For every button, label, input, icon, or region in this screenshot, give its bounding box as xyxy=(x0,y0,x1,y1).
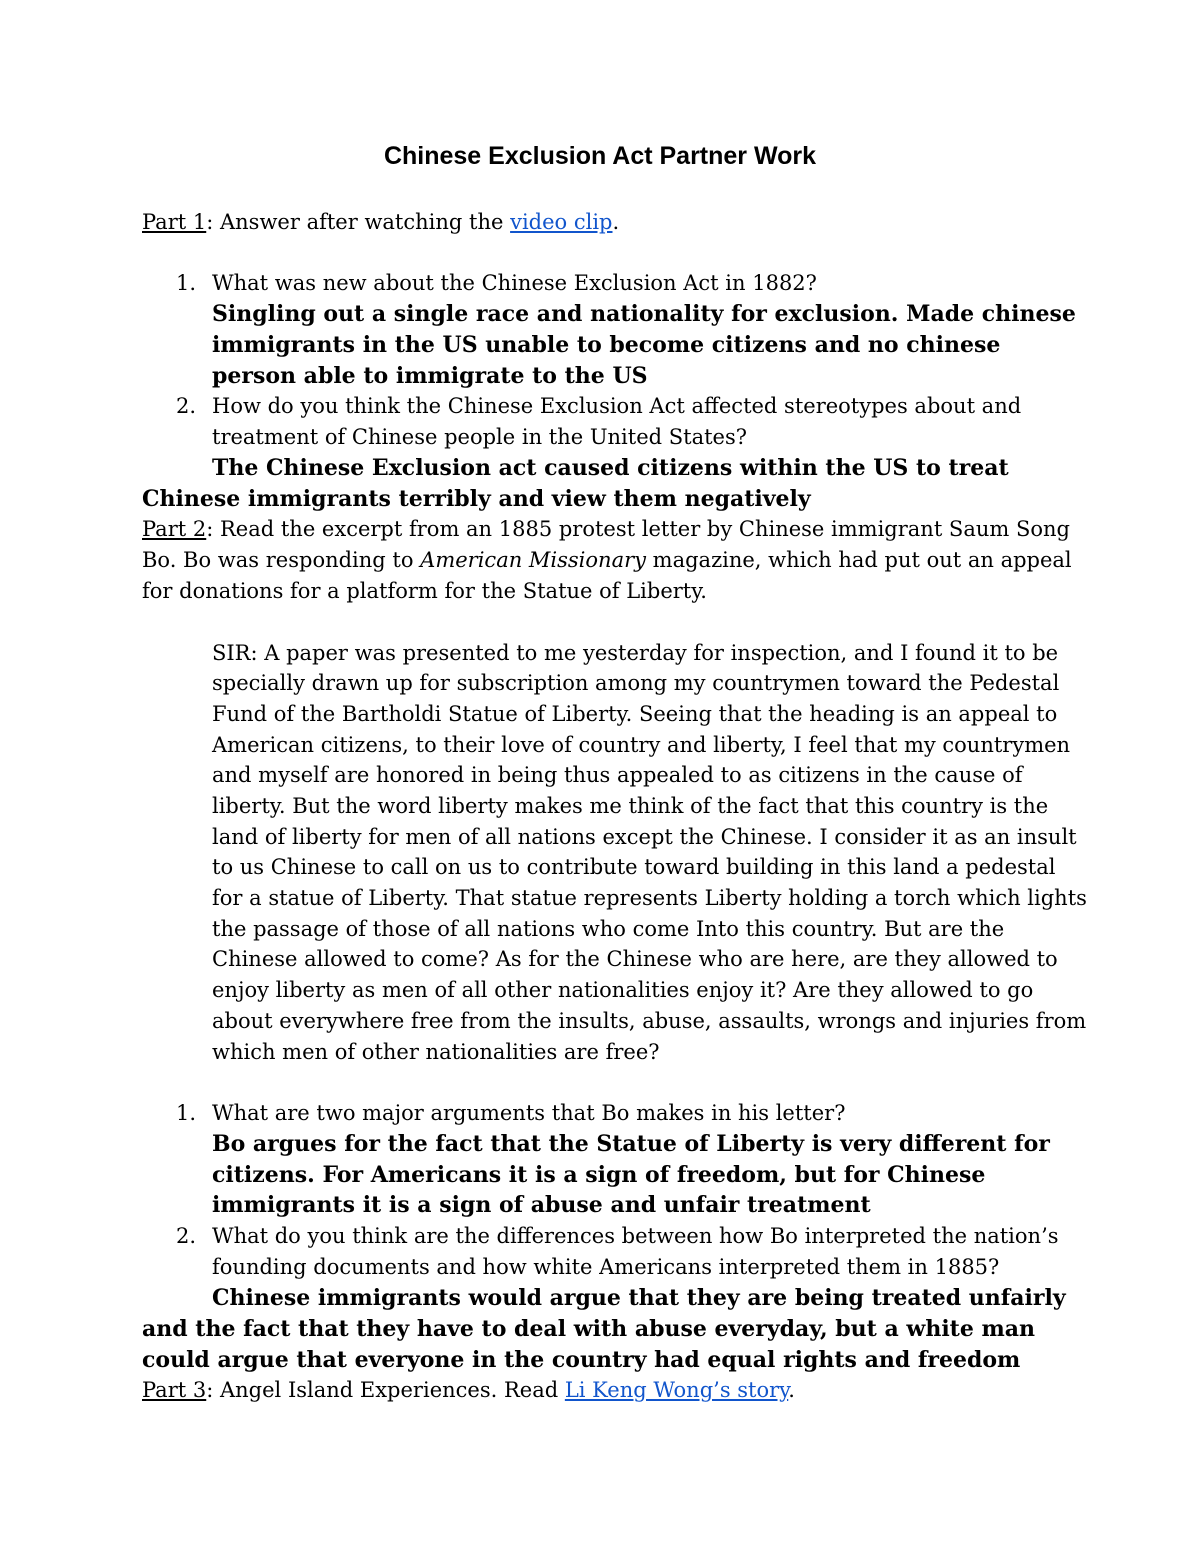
excerpt-line: SIR: A paper was presented to me yesterday for inspection, and I found it to be xyxy=(212,641,1059,665)
answer-line: The Chinese Exclusion act caused citizens within the US to treat xyxy=(212,455,1009,481)
part2-intro-line xyxy=(142,545,1072,576)
question-text: How do you think the Chinese Exclusion Act affected stereotypes about and xyxy=(212,394,1022,418)
answer-line: immigrants it is a sign of abuse and unfair treatment xyxy=(212,1192,871,1218)
question-text: What do you think are the differences between how Bo interpreted the nation’s xyxy=(212,1224,1059,1248)
list-number: 1. xyxy=(176,1101,197,1125)
part2-heading xyxy=(142,514,1070,545)
question-text: founding documents and how white Americans interpreted them in 1885? xyxy=(212,1255,1000,1279)
part3-period: . xyxy=(788,1378,795,1402)
answer-line: person able to immigrate to the US xyxy=(212,363,648,389)
question-text: treatment of Chinese people in the United States? xyxy=(212,425,748,449)
part1-text: : Answer after watching the xyxy=(206,210,511,234)
part1-period: . xyxy=(612,210,620,234)
answer-line: immigrants in the US unable to become citizens and no chinese xyxy=(212,332,1001,358)
answer-line: Bo argues for the fact that the Statue of Liberty is very different for xyxy=(212,1131,1050,1157)
excerpt-line: to us Chinese to call on us to contribute toward building in this land a pedestal xyxy=(212,855,1056,879)
answer-line: and the fact that they have to deal with abuse everyday, but a white man xyxy=(142,1316,1036,1342)
excerpt-line: the passage of those of all nations who come Into this country. But are the xyxy=(212,917,1005,941)
answer-line: could argue that everyone in the country had equal rights and freedom xyxy=(142,1347,1021,1373)
answer-line: citizens. For Americans it is a sign of freedom, but for Chinese xyxy=(212,1162,986,1188)
part2-label: Part 2 xyxy=(142,517,207,541)
part2-intro: : Read the excerpt from an 1885 protest letter by Chinese immigrant Saum Song xyxy=(206,517,1070,541)
part3-text: : Angel Island Experiences. Read xyxy=(206,1378,565,1402)
excerpt-line: Fund of the Bartholdi Statue of Liberty. Seeing that the heading is an appeal to xyxy=(212,702,1058,726)
magazine-title: American Missionary xyxy=(420,548,646,572)
question-text: What are two major arguments that Bo makes in his letter? xyxy=(212,1101,846,1125)
question-text: What was new about the Chinese Exclusion Act in 1882? xyxy=(212,271,817,295)
part3-heading xyxy=(142,1375,795,1406)
excerpt-line: for a statue of Liberty. That statue represents Liberty holding a torch which lights xyxy=(212,886,1087,910)
li-keng-wong-story-link[interactable]: Li Keng Wong’s story xyxy=(564,1378,789,1402)
answer-line: Chinese immigrants would argue that they are being treated unfairly xyxy=(212,1285,1066,1311)
excerpt-line: enjoy liberty as men of all other nationalities enjoy it? Are they allowed to go xyxy=(212,978,1034,1002)
answer-line: Singling out a single race and nationality for exclusion. Made chinese xyxy=(212,301,1076,327)
part3-label: Part 3 xyxy=(142,1378,207,1402)
part2-intro-line: for donations for a platform for the Statue of Liberty. xyxy=(142,579,707,603)
list-number: 2. xyxy=(176,394,197,418)
excerpt-line: American citizens, to their love of country and liberty, I feel that my countrymen xyxy=(212,733,1071,757)
video-clip-link[interactable]: video clip xyxy=(510,210,613,234)
intro-text: Bo. Bo was responding to xyxy=(142,548,421,572)
page-title: Chinese Exclusion Act Partner Work xyxy=(383,142,817,170)
excerpt-line: specially drawn up for subscription among my countrymen toward the Pedestal xyxy=(212,671,1060,695)
excerpt-line: Chinese allowed to come? As for the Chinese who are here, are they allowed to xyxy=(212,947,1058,971)
excerpt-line: which men of other nationalities are free? xyxy=(212,1040,660,1064)
answer-line: Chinese immigrants terribly and view them negatively xyxy=(142,486,811,512)
part1-heading xyxy=(142,207,619,238)
excerpt-line: and myself are honored in being thus appealed to as citizens in the cause of xyxy=(212,763,1023,787)
excerpt-line: liberty. But the word liberty makes me think of the fact that this country is the xyxy=(212,794,1049,818)
list-number: 1. xyxy=(176,271,197,295)
part1-label: Part 1 xyxy=(142,210,207,234)
intro-text: magazine, which had put out an appeal xyxy=(646,548,1072,572)
excerpt-line: land of liberty for men of all nations except the Chinese. I consider it as an insult xyxy=(212,825,1077,849)
list-number: 2. xyxy=(176,1224,197,1248)
excerpt-line: about everywhere free from the insults, abuse, assaults, wrongs and injuries from xyxy=(212,1009,1087,1033)
